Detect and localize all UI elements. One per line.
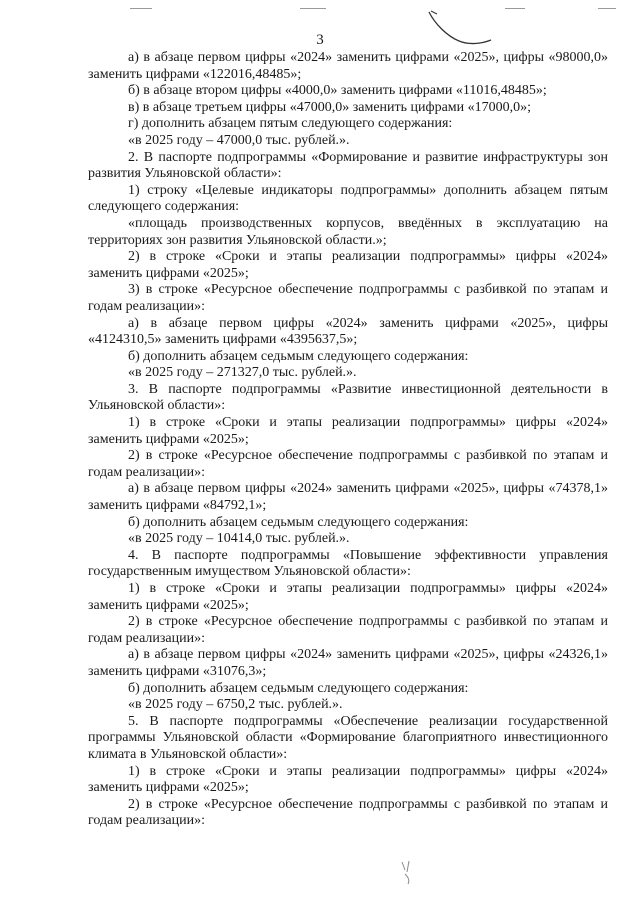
- scan-mark: [505, 8, 525, 9]
- paragraph: 1) в строке «Сроки и этапы реализации подпрограммы» цифры «2024» заменить цифрами «2025»;: [88, 763, 608, 796]
- paragraph: б) в абзаце втором цифры «4000,0» заменить цифрами «11016,48485»;: [128, 83, 547, 99]
- paragraph: 2) в строке «Ресурсное обеспечение подпрограммы с разбивкой по этапам и годам реализации»:: [88, 796, 608, 829]
- paragraph: а) в абзаце первом цифры «2024» заменить цифрами «2025», цифры «98000,0» заменить цифрами «122016,48485»;: [88, 50, 608, 82]
- paragraph: 1) в строке «Сроки и этапы реализации подпрограммы» цифры «2024» заменить цифрами «2025»;: [88, 415, 608, 447]
- paragraph: 4. В паспорте подпрограммы «Повышение эффективности управления государственным имуществом Ульяновской области»:: [88, 547, 608, 580]
- paragraph: 2) в строке «Ресурсное обеспечение подпрограммы с разбивкой по этапам и годам реализации»:: [88, 614, 608, 646]
- paragraph: б) дополнить абзацем седьмым следующего содержания:: [128, 680, 469, 696]
- paragraph: 3. В паспорте подпрограммы «Развитие инвестиционной деятельности в Ульяновской области»:: [88, 381, 608, 414]
- paragraph: 2) в строке «Сроки и этапы реализации подпрограммы» цифры «2024» заменить цифрами «2025»;: [88, 249, 608, 281]
- paragraph: в) в абзаце третьем цифры «47000,0» заменить цифрами «17000,0»;: [128, 99, 532, 115]
- document-body: [88, 50, 608, 830]
- paragraph: «в 2025 году – 47000,0 тыс. рублей.».: [128, 132, 350, 148]
- paragraph: «площадь производственных корпусов, введённых в эксплуатацию на территориях зон развития Ульяновской области.»;: [88, 215, 608, 248]
- paragraph: а) в абзаце первом цифры «2024» заменить цифрами «2025», цифры «24326,1» заменить цифрами «31076,3»;: [88, 647, 608, 679]
- paragraph: а) в абзаце первом цифры «2024» заменить цифрами «2025», цифры «4124310,5» заменить цифрами «4395637,5»;: [88, 315, 608, 348]
- paragraph: 1) в строке «Сроки и этапы реализации подпрограммы» цифры «2024» заменить цифрами «2025»;: [88, 581, 608, 613]
- paragraph: 3) в строке «Ресурсное обеспечение подпрограммы с разбивкой по этапам и годам реализации»:: [88, 282, 608, 314]
- scan-mark: [598, 8, 616, 9]
- paragraph: б) дополнить абзацем седьмым следующего содержания:: [128, 514, 469, 530]
- paragraph: 5. В паспорте подпрограммы «Обеспечение реализации государственной программы Ульяновской области «Формирование благоприятного инвестиционного климата в Ульяновской области»:: [88, 713, 608, 762]
- paragraph: б) дополнить абзацем седьмым следующего содержания:: [128, 348, 469, 364]
- scan-mark: [130, 8, 152, 9]
- paragraph: «в 2025 году – 271327,0 тыс. рублей.».: [128, 365, 357, 381]
- paragraph: 2. В паспорте подпрограммы «Формирование и развитие инфраструктуры зон развития Ульяновской области»:: [88, 149, 608, 182]
- paragraph: «в 2025 году – 10414,0 тыс. рублей.».: [128, 531, 350, 547]
- ink-mark: [396, 858, 420, 886]
- paragraph: 2) в строке «Ресурсное обеспечение подпрограммы с разбивкой по этапам и годам реализации»:: [88, 448, 608, 480]
- scan-mark: [300, 8, 326, 9]
- paragraph: а) в абзаце первом цифры «2024» заменить цифрами «2025», цифры «74378,1» заменить цифрами «84792,1»;: [88, 481, 608, 514]
- paragraph: г) дополнить абзацем пятым следующего содержания:: [128, 116, 453, 132]
- paragraph: 1) строку «Целевые индикаторы подпрограммы» дополнить абзацем пятым следующего содержания:: [88, 182, 608, 215]
- paragraph: «в 2025 году – 6750,2 тыс. рублей.».: [128, 697, 343, 713]
- page-number: 3: [316, 32, 324, 48]
